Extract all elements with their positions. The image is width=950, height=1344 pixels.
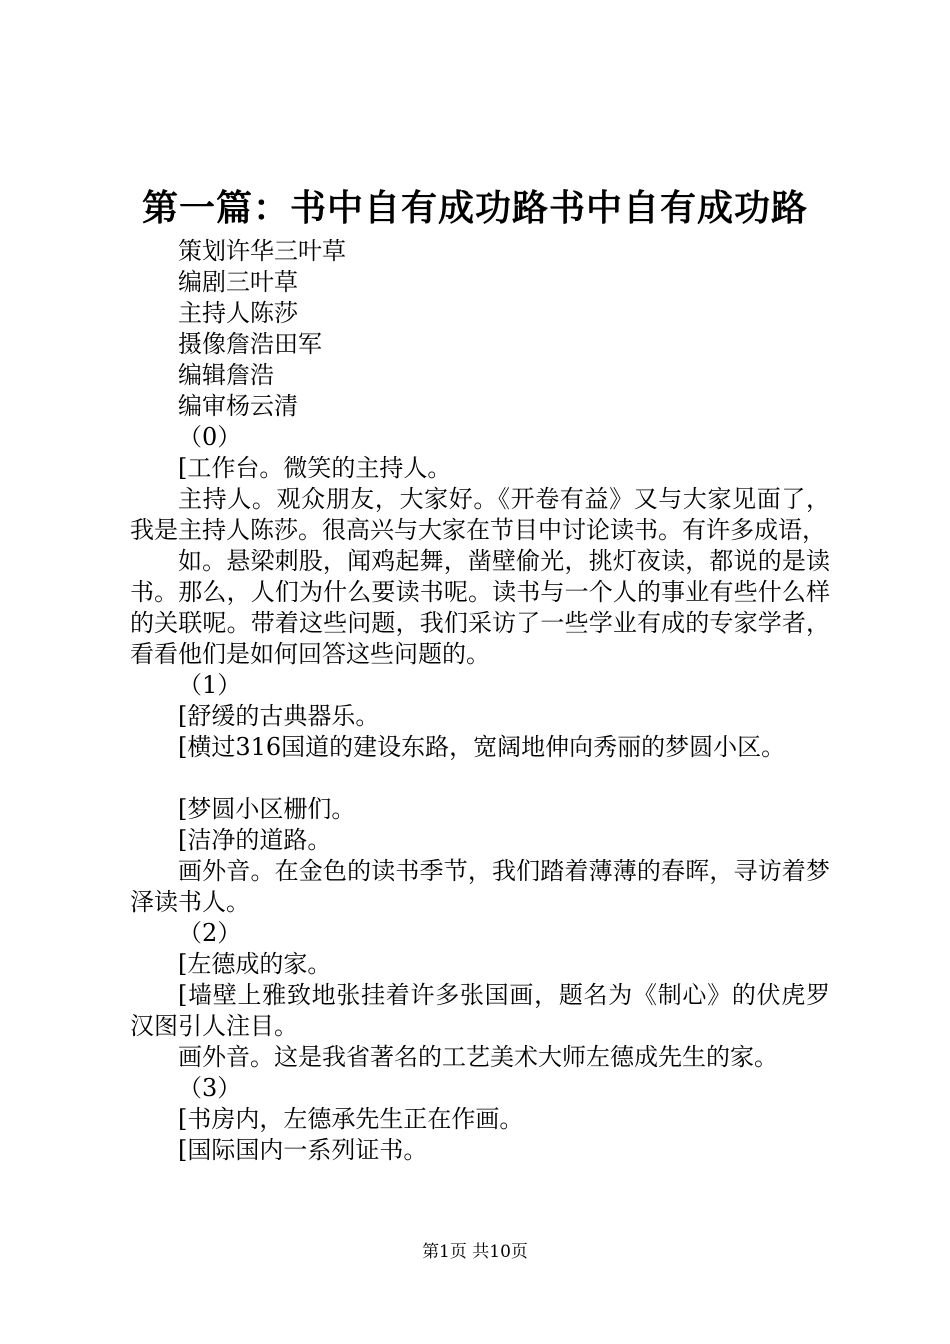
credit-line: 策划许华三叶草	[178, 237, 346, 265]
paragraph: 如。悬梁刺股，闻鸡起舞，凿壁偷光，挑灯夜读，都说的是读书。那么，人们为什么要读书呢。读书与一个人的事业有些什么样的关联呢。带着这些问题，我们采访了一些学业有成的专家学者，看看他们是如何回答这些问题的。	[130, 547, 830, 668]
paragraph: [墙壁上雅致地张挂着许多张国画，题名为《制心》的伏虎罗汉图引人注目。	[130, 981, 830, 1040]
blank-line	[130, 763, 830, 794]
paragraph: [工作台。微笑的主持人。	[178, 454, 452, 482]
paragraph: [国际国内一系列证书。	[178, 1136, 428, 1164]
credit-line: 主持人陈莎	[178, 299, 298, 327]
paragraph: [横过316国道的建设东路，宽阔地伸向秀丽的梦圆小区。	[178, 733, 786, 761]
credit-line: 摄像詹浩田军	[178, 330, 322, 358]
paragraph: （2）	[178, 919, 242, 947]
paragraph: （1）	[178, 671, 242, 699]
paragraph: [梦圆小区栅们。	[178, 795, 356, 823]
paragraph: [书房内，左德承先生正在作画。	[178, 1105, 524, 1133]
paragraph: （3）	[178, 1074, 242, 1102]
paragraph: [舒缓的古典器乐。	[178, 702, 380, 730]
credit-line: 编审杨云清	[178, 392, 298, 420]
paragraph: [左德成的家。	[178, 950, 332, 978]
paragraph: 主持人。观众朋友，大家好。《开卷有益》又与大家见面了，我是主持人陈莎。很高兴与大家在节目中讨论读书。有许多成语，	[130, 485, 830, 544]
paragraph: 画外音。这是我省著名的工艺美术大师左德成先生的家。	[178, 1043, 778, 1071]
page-number-footer: 第1页 共10页	[422, 1242, 528, 1262]
paragraph: 画外音。在金色的读书季节，我们踏着薄薄的春晖，寻访着梦泽读书人。	[130, 857, 830, 916]
credit-line: 编剧三叶草	[178, 268, 298, 296]
credit-line: 编辑詹浩	[178, 361, 274, 389]
document-body	[130, 236, 830, 1166]
paragraph: [洁净的道路。	[178, 826, 332, 854]
document-title: 第一篇：书中自有成功路书中自有成功路	[141, 187, 808, 229]
paragraph: （0）	[178, 423, 242, 451]
